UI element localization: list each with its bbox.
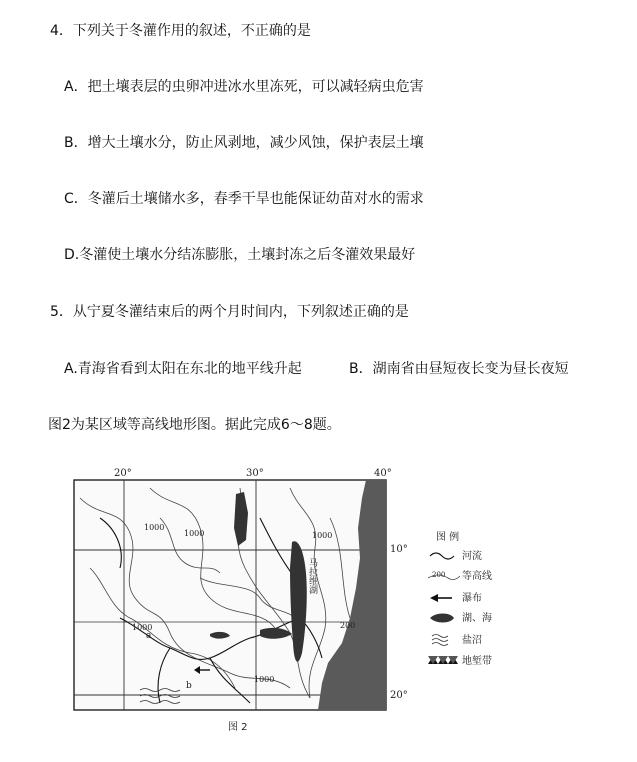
legend-contour-label: 等高线 bbox=[462, 571, 492, 582]
question-4-option-c: C．冬灌后土壤储水多，春季干旱也能保证幼苗对水的需求 bbox=[64, 191, 424, 207]
legend-waterfall-label: 瀑布 bbox=[462, 593, 482, 604]
contour-map bbox=[60, 458, 560, 738]
contour-label-4: 1000 bbox=[132, 623, 153, 632]
lon-label-30: 30° bbox=[246, 468, 264, 479]
lon-label-40: 40° bbox=[374, 468, 392, 479]
figure-intro: 图2为某区域等高线地形图。据此完成6～8题。 bbox=[48, 417, 341, 433]
question-4-stem: 4．下列关于冬灌作用的叙述，不正确的是 bbox=[50, 23, 311, 39]
map-legend bbox=[428, 530, 492, 667]
figure-caption: 图 2 bbox=[228, 722, 248, 733]
contour-label-5: 1000 bbox=[254, 675, 275, 684]
contour-map-figure bbox=[60, 458, 560, 738]
fold-belt-icon bbox=[428, 656, 458, 664]
question-4-option-d: D.冬灌使土壤水分结冻膨胀，土壤封冻之后冬灌效果最好 bbox=[64, 247, 416, 263]
legend-salt-marsh-label: 盐沼 bbox=[462, 635, 482, 646]
question-4-option-b: B．增大土壤水分，防止风剥地，减少风蚀，保护表层土壤 bbox=[64, 135, 424, 151]
lat-label-20: 20° bbox=[390, 690, 408, 701]
question-4-option-a: A．把土壤表层的虫卵冲进冰水里冻死，可以减轻病虫危害 bbox=[64, 79, 424, 95]
legend-fold-belt-label: 地堑带 bbox=[462, 656, 492, 667]
lat-label-10: 10° bbox=[390, 544, 408, 555]
question-5-stem: 5．从宁夏冬灌结束后的两个月时间内，下列叙述正确的是 bbox=[50, 304, 409, 320]
salt-marsh-icon bbox=[432, 635, 448, 646]
lake-malawi-label: 马拉维湖 bbox=[307, 558, 317, 594]
lon-label-20: 20° bbox=[114, 468, 132, 479]
contour-label-1: 1000 bbox=[144, 523, 165, 532]
river-icon bbox=[430, 553, 454, 559]
lake-sea-icon bbox=[430, 614, 454, 623]
point-a: a bbox=[146, 631, 152, 641]
point-b: b bbox=[186, 681, 192, 691]
contour-label-3: 1000 bbox=[312, 531, 333, 540]
question-5-option-a: A.青海省看到太阳在东北的地平线升起 bbox=[64, 361, 302, 377]
waterfall-icon bbox=[430, 594, 452, 602]
contour-label-2: 1000 bbox=[184, 529, 205, 538]
legend-contour-value: 200 bbox=[432, 571, 446, 579]
question-5-option-b: B．湖南省由昼短夜长变为昼长夜短 bbox=[349, 361, 569, 377]
legend-lake-sea-label: 湖、海 bbox=[462, 613, 492, 624]
legend-river-label: 河流 bbox=[462, 551, 482, 562]
contour-label-6: 200 bbox=[340, 621, 356, 630]
legend-title: 图 例 bbox=[436, 532, 460, 543]
